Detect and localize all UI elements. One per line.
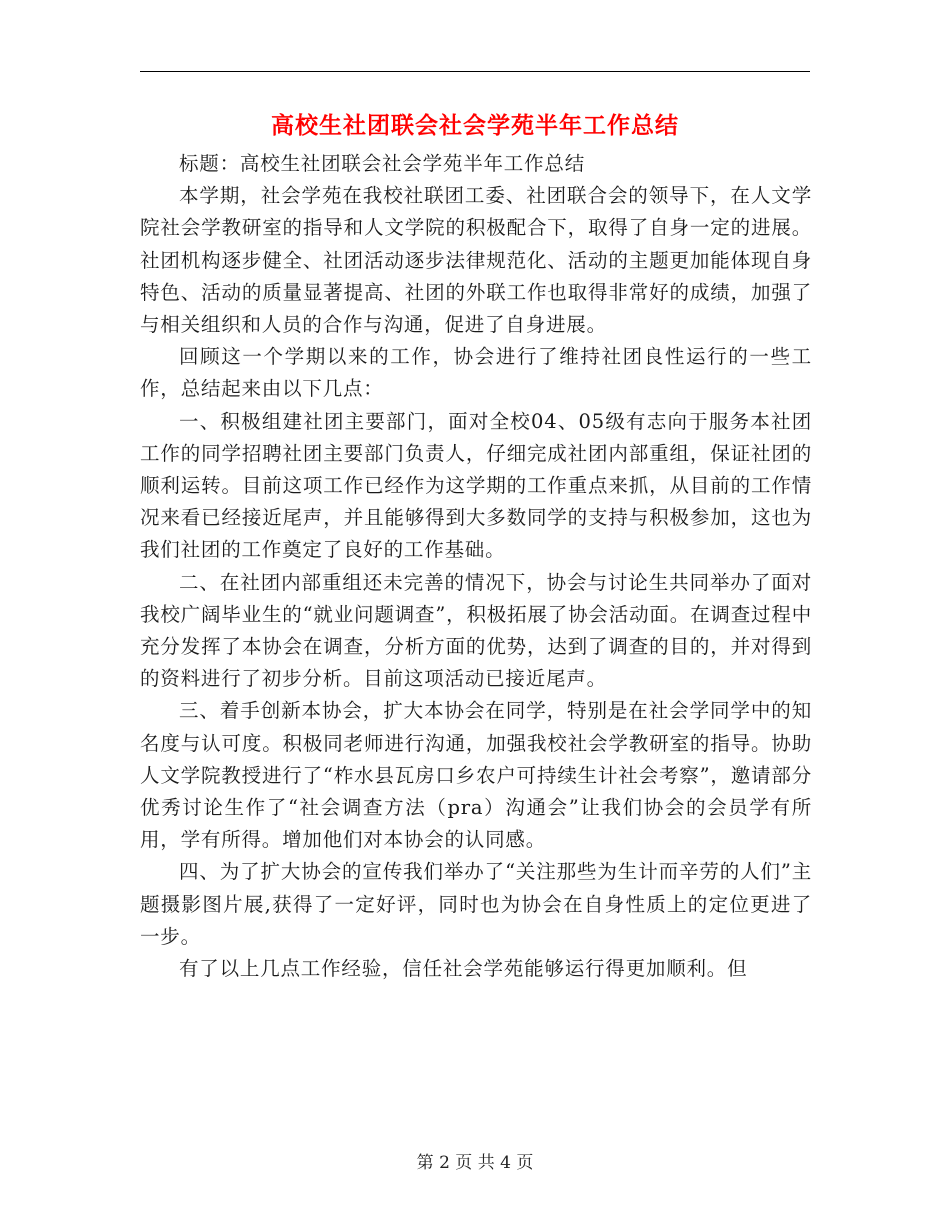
- document-body: [140, 148, 812, 985]
- document-title: 高校生社团联会社会学苑半年工作总结: [271, 112, 679, 139]
- paragraph-review: 回顾这一个学期以来的工作，协会进行了维持社团良性运行的一些工作，总结起来由以下几点：: [140, 345, 812, 401]
- paragraph-point-3: 三、着手创新本协会，扩大本协会在同学，特别是在社会学同学中的知名度与认可度。积极同老师进行沟通，加强我校社会学教研室的指导。协助人文学院教授进行了“柞水县瓦房口乡农户可持续生计社会考察”，邀请部分优秀讨论生作了“社会调查方法（pra）沟通会”让我们协会的会员学有所用，学有所得。增加他们对本协会的认同感。: [140, 699, 812, 852]
- paragraph-point-4: 四、为了扩大协会的宣传我们举办了“关注那些为生计而辛劳的人们”主题摄影图片展,获得了一定好评，同时也为协会在自身性质上的定位更进了一步。: [140, 860, 812, 948]
- paragraph-point-1: 一、积极组建社团主要部门，面对全校04、05级有志向于服务本社团工作的同学招聘社团主要部门负责人，仔细完成社团内部重组，保证社团的顺利运转。目前这项工作已经作为这学期的工作重点来抓，从目前的工作情况来看已经接近尾声，并且能够得到大多数同学的支持与积极参加，这也为我们社团的工作奠定了良好的工作基础。: [140, 409, 812, 562]
- header-rule: [140, 71, 810, 72]
- paragraph-point-2: 二、在社团内部重组还未完善的情况下，协会与讨论生共同举办了面对我校广阔毕业生的“就业问题调查”，积极拓展了协会活动面。在调查过程中充分发挥了本协会在调查，分析方面的优势，达到了调查的目的，并对得到的资料进行了初步分析。目前这项活动已接近尾声。: [140, 570, 812, 691]
- paragraph-intro: 本学期，社会学苑在我校社联团工委、社团联合会的领导下，在人文学院社会学教研室的指导和人文学院的积极配合下，取得了自身一定的进展。社团机构逐步健全、社团活动逐步法律规范化、活动的主题更加能体现自身特色、活动的质量显著提高、社团的外联工作也取得非常好的成绩，加强了与相关组织和人员的合作与沟通，促进了自身进展。: [140, 184, 812, 337]
- paragraph-subject: 标题：高校生社团联会社会学苑半年工作总结: [179, 152, 586, 175]
- page-number-footer: 第 2 页 共 4 页: [416, 1153, 534, 1173]
- paragraph-conclusion: 有了以上几点工作经验，信任社会学苑能够运行得更加顺利。但: [179, 957, 748, 981]
